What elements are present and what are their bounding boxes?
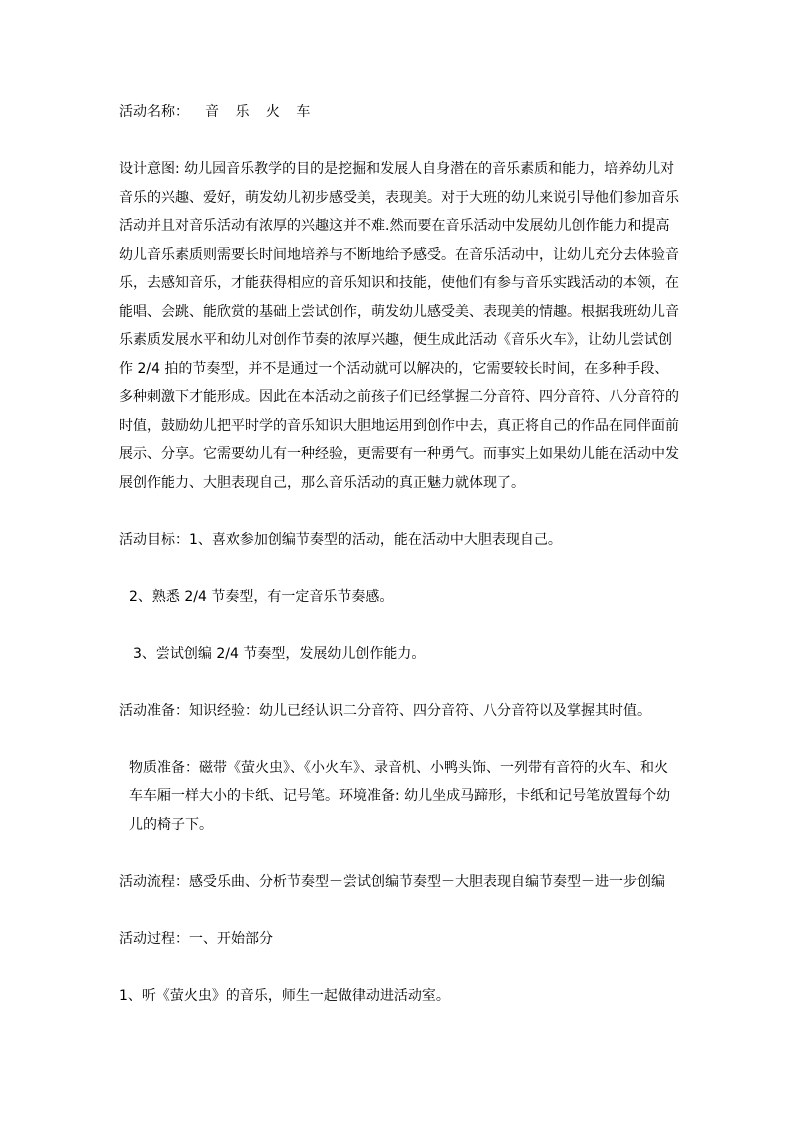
activity-goal-3: 3、尝试创编 2/4 节奏型，发展幼儿创作能力。 [133, 645, 426, 662]
activity-title [119, 98, 681, 127]
process-step-1: 1、听《萤火虫》的音乐，师生一起做律动进活动室。 [119, 987, 450, 1004]
preparation-knowledge: 活动准备：知识经验：幼儿已经认识二分音符、四分音符、八分音符以及掌握其时值。 [119, 702, 651, 719]
preparation-material: 物质准备：磁带《萤火虫》、《小火车》、录音机、小鸭头饰、一列带有音符的火车、和火车车厢一样大小的卡纸、记号笔。环境准备: 幼儿坐成马蹄形，卡纸和记号笔放置每个幼儿的椅子下。 [129, 759, 671, 833]
activity-flow: 活动流程：感受乐曲、分析节奏型－尝试创编节奏型－大胆表现自编节奏型－进一步创编 [119, 873, 665, 890]
design-intent-paragraph: 设计意图: 幼儿园音乐教学的目的是挖掘和发展人自身潜在的音乐素质和能力，培养幼儿对音乐的兴趣、爱好，萌发幼儿初步感受美，表现美。对于大班的幼儿来说引导他们参加音乐活动并且对音乐活动有浓厚的兴趣这并不难.然而要在音乐活动中发展幼儿创作能力和提高幼儿音乐素质则需要长时间地培养与不断地给予感受。在音乐活动中，让幼儿充分去体验音乐，去感知音乐，才能获得相应的音乐知识和技能，使他们有参与音乐实践活动的本领，在能唱、会跳、能欣赏的基础上尝试创作，萌发幼儿感受美、表现美的情趣。根据我班幼儿音乐素质发展水平和幼儿对创作节奏的浓厚兴趣，便生成此活动《音乐火车》，让幼儿尝试创作 2/4 拍的节奏型，并不是通过一个活动就可以解决的，它需要较长时间，在多种手段、多种刺激下才能形成。因此在本活动之前孩子们已经掌握二分音符、四分音符、八分音符的时值，鼓励幼儿把平时学的音乐知识大胆地运用到创作中去，真正将自己的作品在同伴面前展示、分享。它需要幼儿有一种经验，更需要有一种勇气。而事实上如果幼儿能在活动中发展创作能力、大胆表现自己，那么音乐活动的真正魅力就体现了。 [119, 161, 679, 491]
activity-title-label: 活动名称： [119, 104, 189, 120]
document-page [119, 98, 681, 1010]
activity-goal-1: 活动目标：1、喜欢参加创编节奏型的活动，能在活动中大胆表现自己。 [119, 531, 562, 548]
activity-goal-2: 2、熟悉 2/4 节奏型，有一定音乐节奏感。 [129, 588, 394, 605]
activity-title-value: 音 乐 火 车 [205, 104, 317, 120]
activity-process-heading: 活动过程：一、开始部分 [119, 930, 273, 947]
